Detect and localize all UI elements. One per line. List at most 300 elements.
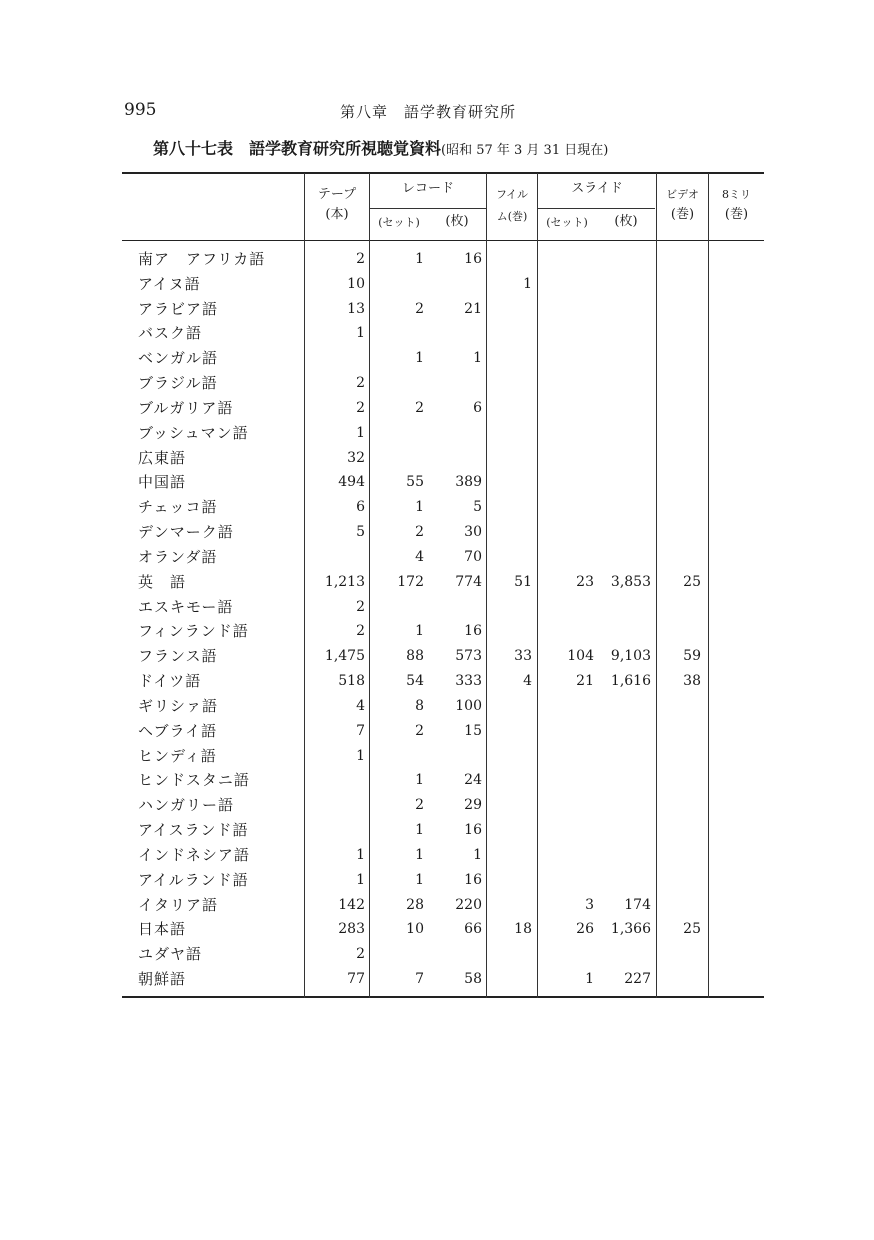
cell-recset: 2 — [415, 722, 424, 739]
cell-slpc — [594, 470, 651, 495]
cell-mm8 — [711, 744, 755, 769]
cell-tape: 2 — [356, 598, 365, 615]
cell-lang: ドイツ語 — [138, 672, 202, 691]
table-row — [0, 719, 874, 744]
cell-lang: ヒンディ語 — [138, 746, 217, 765]
cell-film — [489, 868, 532, 893]
header-film-unit: ム(巻) — [496, 210, 528, 223]
cell-mm8 — [711, 644, 755, 669]
cell-slpc — [594, 321, 651, 346]
cell-tape: 494 — [338, 474, 365, 491]
cell-mm8 — [711, 967, 755, 992]
cell-slset: 26 — [576, 921, 594, 938]
table-caption-title: 第八十七表 語学教育研究所視聴覚資料 — [153, 139, 442, 158]
table-row — [0, 545, 874, 570]
header-video-unit: (巻) — [670, 207, 695, 222]
cell-film — [489, 495, 532, 520]
cell-mm8 — [711, 247, 755, 272]
cell-mm8 — [711, 570, 755, 595]
cell-recpc — [424, 321, 482, 346]
header-slide-piece: (枚) — [614, 214, 638, 229]
cell-tape: 2 — [356, 399, 365, 416]
cell-slpc: 174 — [624, 896, 651, 913]
table-row — [0, 346, 874, 371]
cell-film — [489, 619, 532, 644]
cell-film — [489, 694, 532, 719]
slide-subheader-rule — [538, 208, 655, 209]
cell-tape: 6 — [356, 499, 365, 516]
cell-recpc: 220 — [455, 896, 482, 913]
cell-tape: 7 — [356, 722, 365, 739]
cell-video — [659, 446, 701, 471]
cell-slpc — [594, 595, 651, 620]
cell-slset — [538, 942, 594, 967]
cell-recset — [370, 321, 424, 346]
table-top-rule — [122, 172, 764, 174]
cell-film — [489, 942, 532, 967]
cell-recpc: 5 — [473, 499, 482, 516]
cell-video: 38 — [683, 673, 701, 690]
cell-mm8 — [711, 346, 755, 371]
table-row — [0, 942, 874, 967]
cell-slset — [538, 719, 594, 744]
table-row — [0, 470, 874, 495]
cell-film — [489, 297, 532, 322]
cell-recpc — [424, 446, 482, 471]
cell-recset: 1 — [415, 871, 424, 888]
table-row — [0, 570, 874, 595]
cell-film — [489, 247, 532, 272]
cell-slset — [538, 868, 594, 893]
cell-recpc: 100 — [455, 697, 482, 714]
cell-lang: 広東語 — [138, 448, 187, 467]
cell-mm8 — [711, 396, 755, 421]
cell-video — [659, 843, 701, 868]
cell-slpc — [594, 868, 651, 893]
cell-slpc — [594, 495, 651, 520]
cell-slset — [538, 619, 594, 644]
cell-recpc: 16 — [464, 251, 482, 267]
cell-tape — [305, 818, 365, 843]
cell-slpc — [594, 843, 651, 868]
header-tape: テープ — [317, 187, 357, 202]
cell-recpc — [424, 744, 482, 769]
cell-mm8 — [711, 917, 755, 942]
cell-tape: 13 — [347, 300, 365, 317]
cell-slset — [538, 346, 594, 371]
cell-tape: 1,213 — [324, 573, 365, 590]
table-row — [0, 669, 874, 694]
cell-film — [489, 967, 532, 992]
cell-tape: 1 — [356, 747, 365, 764]
cell-recpc — [424, 272, 482, 297]
cell-slset: 23 — [576, 573, 594, 590]
cell-video — [659, 768, 701, 793]
cell-recset: 7 — [415, 971, 424, 988]
cell-slset — [538, 470, 594, 495]
table-caption-date: (昭和 57 年 3 月 31 日現在) — [441, 143, 609, 158]
cell-film — [489, 893, 532, 918]
cell-video — [659, 470, 701, 495]
cell-recset: 1 — [415, 623, 424, 640]
cell-mm8 — [711, 446, 755, 471]
cell-recset: 1 — [415, 772, 424, 789]
cell-video — [659, 595, 701, 620]
cell-slpc — [594, 421, 651, 446]
cell-video — [659, 371, 701, 396]
cell-slset — [538, 818, 594, 843]
cell-recpc: 333 — [455, 673, 482, 690]
header-slide-set: (セット) — [546, 216, 588, 229]
cell-tape: 1 — [356, 871, 365, 888]
cell-recset: 4 — [415, 548, 424, 565]
cell-tape — [305, 768, 365, 793]
cell-recpc — [424, 595, 482, 620]
table-row — [0, 371, 874, 396]
cell-lang: ユダヤ語 — [138, 945, 203, 964]
table-row — [0, 321, 874, 346]
table-row — [0, 768, 874, 793]
cell-video: 59 — [683, 648, 701, 665]
cell-video — [659, 421, 701, 446]
cell-recpc: 1 — [473, 846, 482, 863]
cell-recset: 2 — [415, 300, 424, 317]
cell-mm8 — [711, 595, 755, 620]
cell-recset — [370, 595, 424, 620]
cell-lang: ブルガリア語 — [138, 398, 234, 417]
cell-film — [489, 371, 532, 396]
cell-video — [659, 545, 701, 570]
header-8mm-unit: (巻) — [724, 207, 749, 222]
cell-video — [659, 396, 701, 421]
cell-lang: チェッコ語 — [138, 498, 218, 517]
table-row — [0, 619, 874, 644]
cell-film — [489, 346, 532, 371]
cell-film — [489, 421, 532, 446]
cell-mm8 — [711, 495, 755, 520]
table-row — [0, 917, 874, 942]
cell-recset: 88 — [406, 648, 424, 665]
cell-tape: 77 — [347, 971, 365, 988]
cell-mm8 — [711, 669, 755, 694]
cell-tape: 32 — [347, 449, 365, 466]
cell-slpc — [594, 694, 651, 719]
cell-mm8 — [711, 768, 755, 793]
header-record-piece: (枚) — [445, 214, 469, 229]
page-number: 995 — [124, 100, 157, 120]
cell-slset — [538, 321, 594, 346]
cell-video — [659, 321, 701, 346]
cell-recpc: 6 — [473, 399, 482, 416]
cell-mm8 — [711, 868, 755, 893]
table-row — [0, 893, 874, 918]
cell-slpc: 1,616 — [610, 673, 651, 690]
cell-recpc — [424, 371, 482, 396]
cell-slset — [538, 446, 594, 471]
cell-slset: 1 — [585, 971, 594, 988]
cell-tape: 2 — [356, 251, 365, 267]
cell-video — [659, 297, 701, 322]
cell-video — [659, 346, 701, 371]
cell-video — [659, 744, 701, 769]
cell-recset: 54 — [406, 673, 424, 690]
cell-film — [489, 818, 532, 843]
cell-tape: 2 — [356, 375, 365, 392]
cell-recpc: 774 — [455, 573, 482, 590]
cell-video — [659, 893, 701, 918]
cell-lang: バスク語 — [138, 324, 203, 343]
cell-recset: 172 — [397, 573, 424, 590]
cell-recpc: 58 — [464, 971, 482, 988]
cell-slpc — [594, 545, 651, 570]
table-row — [0, 967, 874, 992]
cell-tape: 518 — [338, 673, 365, 690]
cell-film — [489, 793, 532, 818]
cell-mm8 — [711, 942, 755, 967]
cell-slpc — [594, 371, 651, 396]
cell-lang: 日本語 — [138, 920, 187, 939]
cell-video: 25 — [683, 573, 701, 590]
chapter-title: 第八章 語学教育研究所 — [340, 103, 517, 121]
cell-lang: フランス語 — [138, 647, 218, 666]
cell-recpc: 573 — [455, 648, 482, 665]
cell-film — [489, 595, 532, 620]
cell-video — [659, 967, 701, 992]
table-row — [0, 644, 874, 669]
cell-recpc: 1 — [473, 350, 482, 367]
cell-mm8 — [711, 893, 755, 918]
cell-slpc — [594, 942, 651, 967]
header-record-set: (セット) — [378, 216, 420, 229]
cell-film: 51 — [514, 573, 532, 590]
cell-slset — [538, 371, 594, 396]
cell-tape: 1 — [356, 325, 365, 342]
cell-recset: 55 — [406, 474, 424, 491]
cell-slpc: 9,103 — [610, 648, 651, 665]
cell-film — [489, 744, 532, 769]
cell-film — [489, 768, 532, 793]
cell-lang: ギリシァ語 — [138, 696, 219, 715]
cell-slpc — [594, 272, 651, 297]
cell-slset — [538, 421, 594, 446]
cell-recset: 1 — [415, 846, 424, 863]
cell-mm8 — [711, 272, 755, 297]
cell-slset — [538, 272, 594, 297]
cell-recset: 1 — [415, 251, 424, 267]
cell-recpc: 16 — [464, 822, 482, 839]
cell-slset — [538, 495, 594, 520]
cell-mm8 — [711, 545, 755, 570]
cell-video — [659, 694, 701, 719]
cell-lang: アイスランド語 — [138, 821, 249, 840]
table-row — [0, 247, 874, 272]
cell-film — [489, 321, 532, 346]
cell-mm8 — [711, 793, 755, 818]
cell-lang: 中国語 — [138, 473, 187, 492]
cell-video — [659, 247, 701, 272]
cell-recset: 2 — [415, 797, 424, 814]
cell-mm8 — [711, 843, 755, 868]
table-row — [0, 272, 874, 297]
cell-lang: アイヌ語 — [138, 274, 201, 293]
cell-slset — [538, 396, 594, 421]
cell-recset — [370, 942, 424, 967]
cell-recpc: 15 — [464, 722, 482, 739]
cell-mm8 — [711, 520, 755, 545]
cell-recset: 1 — [415, 499, 424, 516]
cell-video — [659, 818, 701, 843]
cell-slpc: 227 — [624, 971, 651, 988]
cell-tape — [305, 346, 365, 371]
cell-recset: 28 — [406, 896, 424, 913]
cell-video — [659, 719, 701, 744]
cell-lang: イタリア語 — [138, 895, 219, 914]
cell-lang: ハンガリー語 — [138, 796, 235, 815]
cell-film — [489, 843, 532, 868]
cell-film — [489, 470, 532, 495]
table-row — [0, 595, 874, 620]
header-tape-unit: (本) — [325, 207, 349, 222]
cell-tape: 10 — [347, 275, 365, 292]
table-row — [0, 446, 874, 471]
record-subheader-rule — [370, 208, 486, 209]
cell-recset: 2 — [415, 399, 424, 416]
cell-slset — [538, 843, 594, 868]
cell-mm8 — [711, 297, 755, 322]
cell-lang: アイルランド語 — [138, 870, 249, 889]
cell-mm8 — [711, 371, 755, 396]
table-row — [0, 818, 874, 843]
header-8mm: 8ミリ — [722, 188, 751, 201]
cell-mm8 — [711, 421, 755, 446]
cell-film — [489, 446, 532, 471]
cell-recset — [370, 446, 424, 471]
cell-mm8 — [711, 694, 755, 719]
header-record: レコード — [401, 181, 454, 196]
cell-slpc — [594, 768, 651, 793]
cell-slpc — [594, 396, 651, 421]
cell-lang: ブラジル語 — [138, 374, 218, 393]
cell-video — [659, 619, 701, 644]
cell-slpc — [594, 346, 651, 371]
table-row — [0, 694, 874, 719]
cell-recset — [370, 371, 424, 396]
cell-mm8 — [711, 321, 755, 346]
cell-slpc — [594, 520, 651, 545]
cell-slpc — [594, 719, 651, 744]
cell-lang: エスキモー語 — [138, 597, 234, 616]
cell-recpc: 30 — [464, 524, 482, 541]
cell-recpc: 389 — [455, 474, 482, 491]
cell-film: 18 — [514, 921, 532, 938]
cell-film: 1 — [523, 275, 532, 292]
cell-lang: インドネシア語 — [138, 845, 250, 864]
cell-tape: 5 — [356, 524, 365, 541]
table-caption — [153, 136, 608, 159]
cell-film — [489, 520, 532, 545]
cell-recset: 1 — [415, 822, 424, 839]
cell-mm8 — [711, 818, 755, 843]
cell-slset — [538, 694, 594, 719]
cell-slset — [538, 768, 594, 793]
cell-recset — [370, 744, 424, 769]
cell-lang: ベンガル語 — [138, 349, 219, 368]
cell-tape — [305, 793, 365, 818]
table-row — [0, 396, 874, 421]
table-row — [0, 843, 874, 868]
cell-recpc: 16 — [464, 623, 482, 640]
cell-recpc: 66 — [464, 921, 482, 938]
cell-slset — [538, 744, 594, 769]
table-row — [0, 495, 874, 520]
cell-video — [659, 868, 701, 893]
cell-lang: フィンランド語 — [138, 622, 249, 641]
table-row — [0, 868, 874, 893]
cell-lang: アラビア語 — [138, 299, 219, 318]
cell-lang: 英 語 — [138, 572, 187, 591]
cell-slset: 3 — [585, 896, 594, 913]
cell-slpc: 1,366 — [610, 921, 651, 938]
cell-mm8 — [711, 619, 755, 644]
header-slide: スライド — [571, 181, 623, 196]
cell-tape: 2 — [356, 946, 365, 963]
cell-tape: 1 — [356, 424, 365, 441]
cell-tape: 2 — [356, 623, 365, 640]
cell-slset: 104 — [567, 648, 594, 665]
cell-slpc — [594, 297, 651, 322]
cell-recpc: 16 — [464, 871, 482, 888]
header-video: ビデオ — [666, 188, 699, 201]
cell-lang: 南ア アフリカ語 — [138, 250, 266, 268]
cell-mm8 — [711, 719, 755, 744]
cell-recset — [370, 272, 424, 297]
cell-recpc — [424, 942, 482, 967]
cell-film: 4 — [523, 673, 532, 690]
cell-lang: ヘブライ語 — [138, 721, 218, 740]
cell-slpc — [594, 247, 651, 272]
cell-video — [659, 942, 701, 967]
table-header-rule — [122, 240, 764, 241]
cell-video — [659, 520, 701, 545]
cell-lang: デンマーク語 — [138, 523, 234, 542]
cell-recpc: 29 — [464, 797, 482, 814]
cell-slset — [538, 595, 594, 620]
cell-slset: 21 — [576, 673, 594, 690]
table-row — [0, 793, 874, 818]
table-row — [0, 297, 874, 322]
cell-film: 33 — [514, 648, 532, 665]
cell-video: 25 — [683, 921, 701, 938]
cell-video — [659, 272, 701, 297]
cell-slpc — [594, 446, 651, 471]
cell-recset — [370, 421, 424, 446]
cell-recpc: 24 — [464, 772, 482, 789]
cell-lang: ヒンドスタニ語 — [138, 771, 250, 790]
cell-slpc: 3,853 — [610, 573, 651, 590]
cell-tape: 1,475 — [324, 648, 365, 665]
cell-slpc — [594, 619, 651, 644]
cell-tape — [305, 545, 365, 570]
cell-slset — [538, 793, 594, 818]
cell-recpc — [424, 421, 482, 446]
cell-film — [489, 719, 532, 744]
cell-video — [659, 495, 701, 520]
cell-slset — [538, 520, 594, 545]
cell-tape: 4 — [356, 697, 365, 714]
table-row — [0, 520, 874, 545]
cell-lang: 朝鮮語 — [138, 970, 187, 989]
cell-mm8 — [711, 470, 755, 495]
